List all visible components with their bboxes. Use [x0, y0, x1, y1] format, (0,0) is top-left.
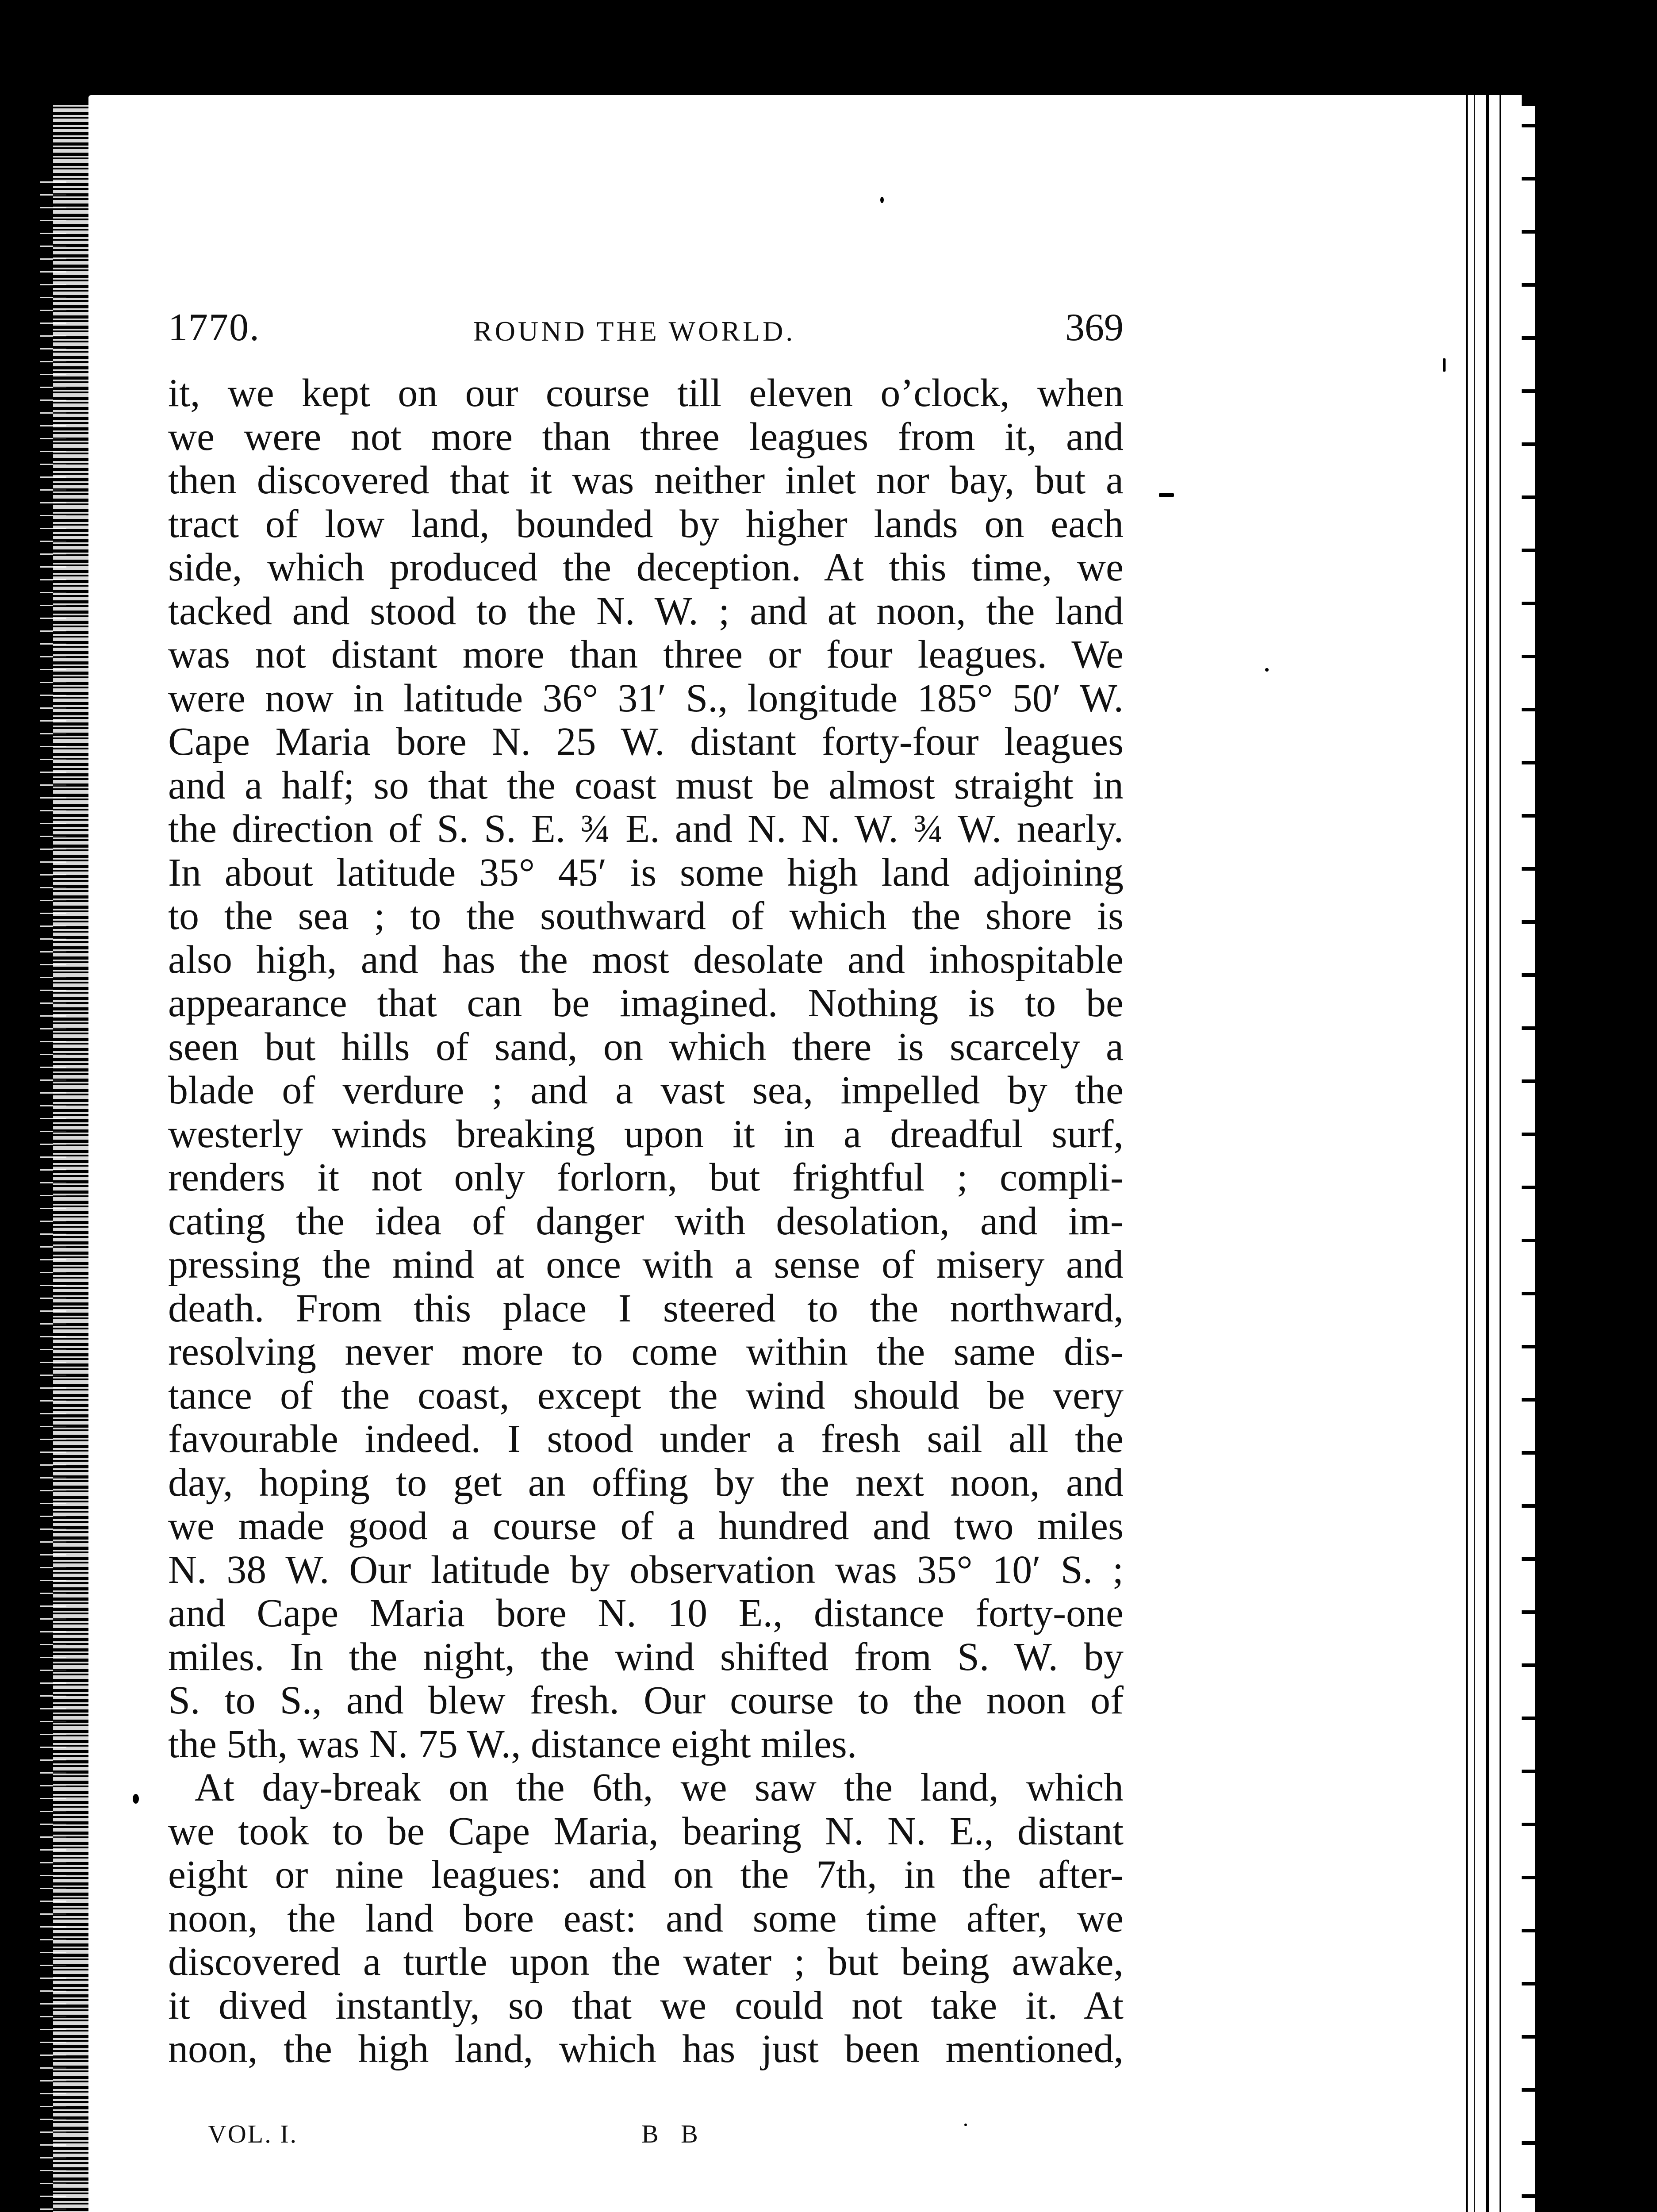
footer-volume: VOL. I.: [208, 2120, 298, 2148]
text-line: pressing the mind at once with a sense of misery and: [168, 1243, 1124, 1286]
text-line: then discovered that it was neither inlet nor bay, but a: [168, 458, 1124, 502]
paragraph: [168, 372, 1124, 1766]
text-line: Cape Maria bore N. 25 W. distant forty-four leagues: [168, 720, 1124, 764]
text-line: In about latitude 35° 45′ is some high land adjoining: [168, 850, 1124, 895]
text-line: to the sea ; to the southward of which the shore is: [168, 894, 1124, 938]
text-line: appearance that can be imagined. Nothing is to be: [168, 981, 1124, 1025]
running-head-year: 1770.: [168, 306, 260, 349]
text-line: tract of low land, bounded by higher lands on each: [168, 502, 1124, 546]
text-line: resolving never more to come within the same dis-: [168, 1330, 1124, 1374]
text-line: tance of the coast, except the wind should be very: [168, 1373, 1124, 1417]
paragraph: [168, 1766, 1124, 2071]
text-line: N. 38 W. Our latitude by observation was 35° 10′ S. ;: [168, 1548, 1124, 1592]
text-line: we made good a course of a hundred and two miles: [168, 1504, 1124, 1548]
text-line: At day-break on the 6th, we saw the land, which: [195, 1766, 1124, 1809]
body-text: [168, 372, 1124, 2071]
page-number: 369: [1065, 306, 1124, 349]
text-line: blade of verdure ; and a vast sea, impelled by the: [168, 1068, 1124, 1112]
text-line: S. to S., and blew fresh. Our course to the noon of: [168, 1678, 1124, 1722]
text-line: and Cape Maria bore N. 10 E., distance forty-one: [168, 1591, 1124, 1635]
text-line: it, we kept on our course till eleven o’clock, when: [168, 371, 1124, 415]
text-line: miles. In the night, the wind shifted from S. W. by: [168, 1635, 1124, 1679]
text-line: side, which produced the deception. At this time, we: [168, 545, 1124, 589]
text-line: tacked and stood to the N. W. ; and at noon, the land: [168, 589, 1124, 633]
text-line: cating the idea of danger with desolation, and im-: [168, 1199, 1124, 1243]
text-line: it dived instantly, so that we could not take it. At: [168, 1983, 1124, 2028]
text-line: noon, the land bore east: and some time after, we: [168, 1896, 1124, 1940]
text-line: and a half; so that the coast must be almost straight in: [168, 763, 1124, 807]
text-line: we were not more than three leagues from it, and: [168, 415, 1124, 459]
page-footer: [208, 2119, 739, 2159]
text-line: renders it not only forlorn, but frightful ; compli-: [168, 1156, 1124, 1199]
text-line: westerly winds breaking upon it in a dreadful surf,: [168, 1112, 1124, 1156]
running-head-title: ROUND THE WORLD.: [473, 315, 796, 347]
text-line: noon, the high land, which has just been mentioned,: [168, 2027, 1124, 2071]
text-line: discovered a turtle upon the water ; but being awake,: [168, 1940, 1124, 1984]
running-head: [168, 305, 1124, 358]
text-line: eight or nine leagues: and on the 7th, in the after-: [168, 1853, 1124, 1897]
footer-signature-mark: B B: [641, 2120, 706, 2148]
text-line: the 5th, was N. 75 W., distance eight miles.: [168, 1722, 857, 1766]
text-line: were now in latitude 36° 31′ S., longitude 185° 50′ W.: [168, 676, 1124, 720]
text-line: favourable indeed. I stood under a fresh sail all the: [168, 1417, 1124, 1461]
text-line: day, hoping to get an offing by the next noon, and: [168, 1460, 1124, 1505]
text-line: seen but hills of sand, on which there is scarcely a: [168, 1025, 1124, 1069]
text-line: was not distant more than three or four leagues. We: [168, 633, 1124, 676]
text-line: death. From this place I steered to the northward,: [168, 1286, 1124, 1330]
text-line: we took to be Cape Maria, bearing N. N. E., distant: [168, 1809, 1124, 1853]
text-line: the direction of S. S. E. ¾ E. and N. N. W. ¾ W. nearly.: [168, 807, 1124, 851]
text-line: also high, and has the most desolate and inhospitable: [168, 937, 1124, 982]
